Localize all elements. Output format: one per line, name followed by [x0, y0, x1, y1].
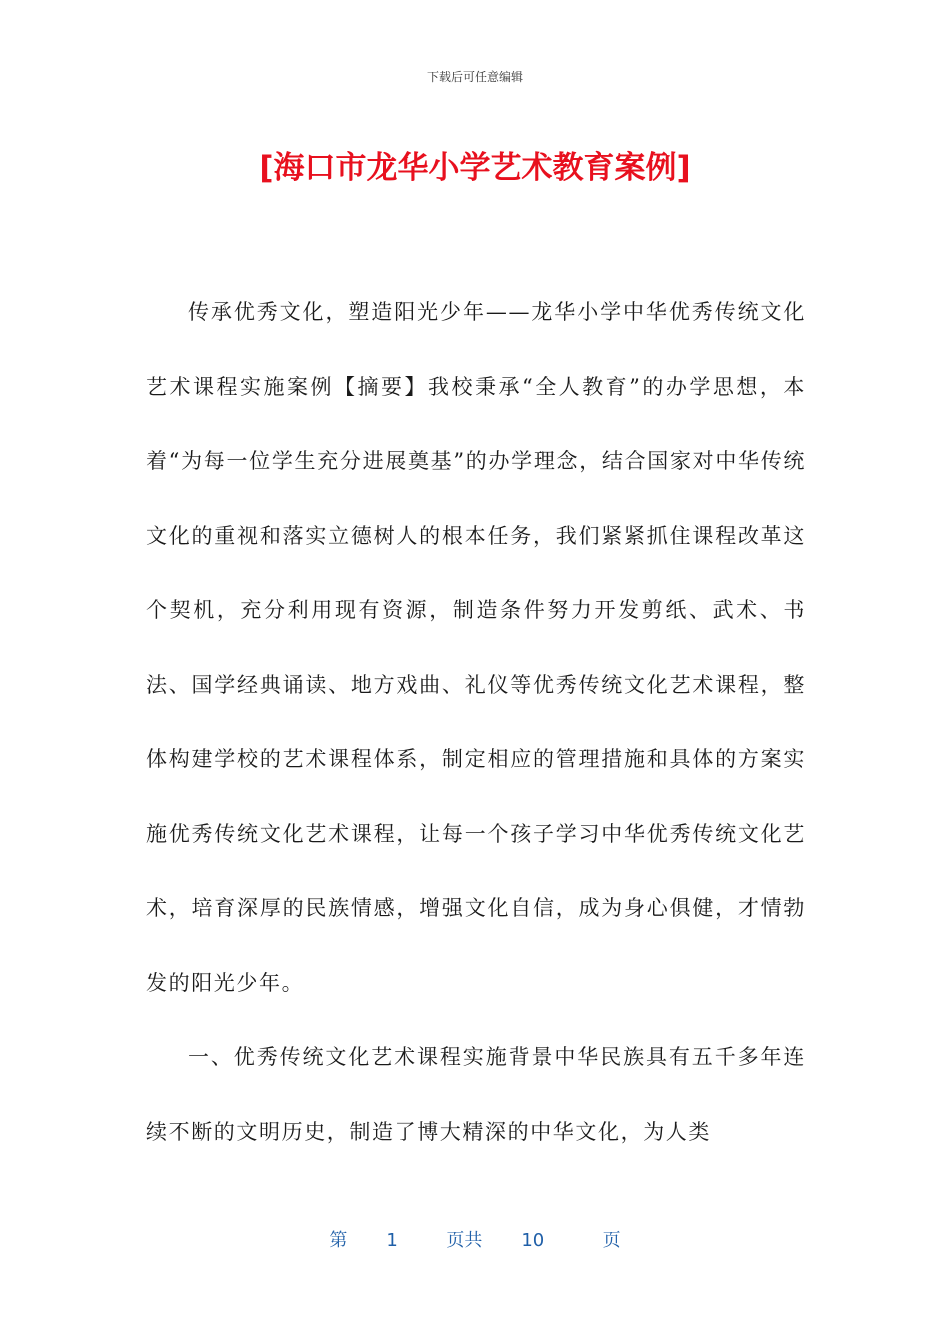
footer-total-pages: 10 [521, 1230, 545, 1251]
footer-prefix: 第 [329, 1230, 348, 1251]
footer-middle: 页共 [446, 1230, 483, 1251]
page-footer [0, 1226, 950, 1252]
footer-suffix: 页 [602, 1230, 621, 1251]
document-body [146, 275, 806, 1169]
header-note: 下载后可任意编辑 [426, 70, 523, 84]
paragraph-abstract: 传承优秀文化，塑造阳光少年——龙华小学中华优秀传统文化艺术课程实施案例【摘要】我校秉承“全人教育”的办学思想，本着“为每一位学生充分进展奠基”的办学理念，结合国家对中华传统文化的重视和落实立德树人的根本任务，我们紧紧抓住课程改革这个契机，充分利用现有资源，制造条件努力开发剪纸、武术、书法、国学经典诵读、地方戏曲、礼仪等优秀传统文化艺术课程，整体构建学校的艺术课程体系，制定相应的管理措施和具体的方案实施优秀传统文化艺术课程，让每一个孩子学习中华优秀传统文化艺术，培育深厚的民族情感，增强文化自信，成为身心俱健，才情勃发的阳光少年。 [146, 300, 806, 995]
document-title: [海口市龙华小学艺术教育案例] [259, 150, 691, 186]
footer-current-page: 1 [386, 1230, 398, 1251]
paragraph-section-one: 一、优秀传统文化艺术课程实施背景中华民族具有五千多年连续不断的文明历史，制造了博大精深的中华文化，为人类 [146, 1045, 806, 1144]
